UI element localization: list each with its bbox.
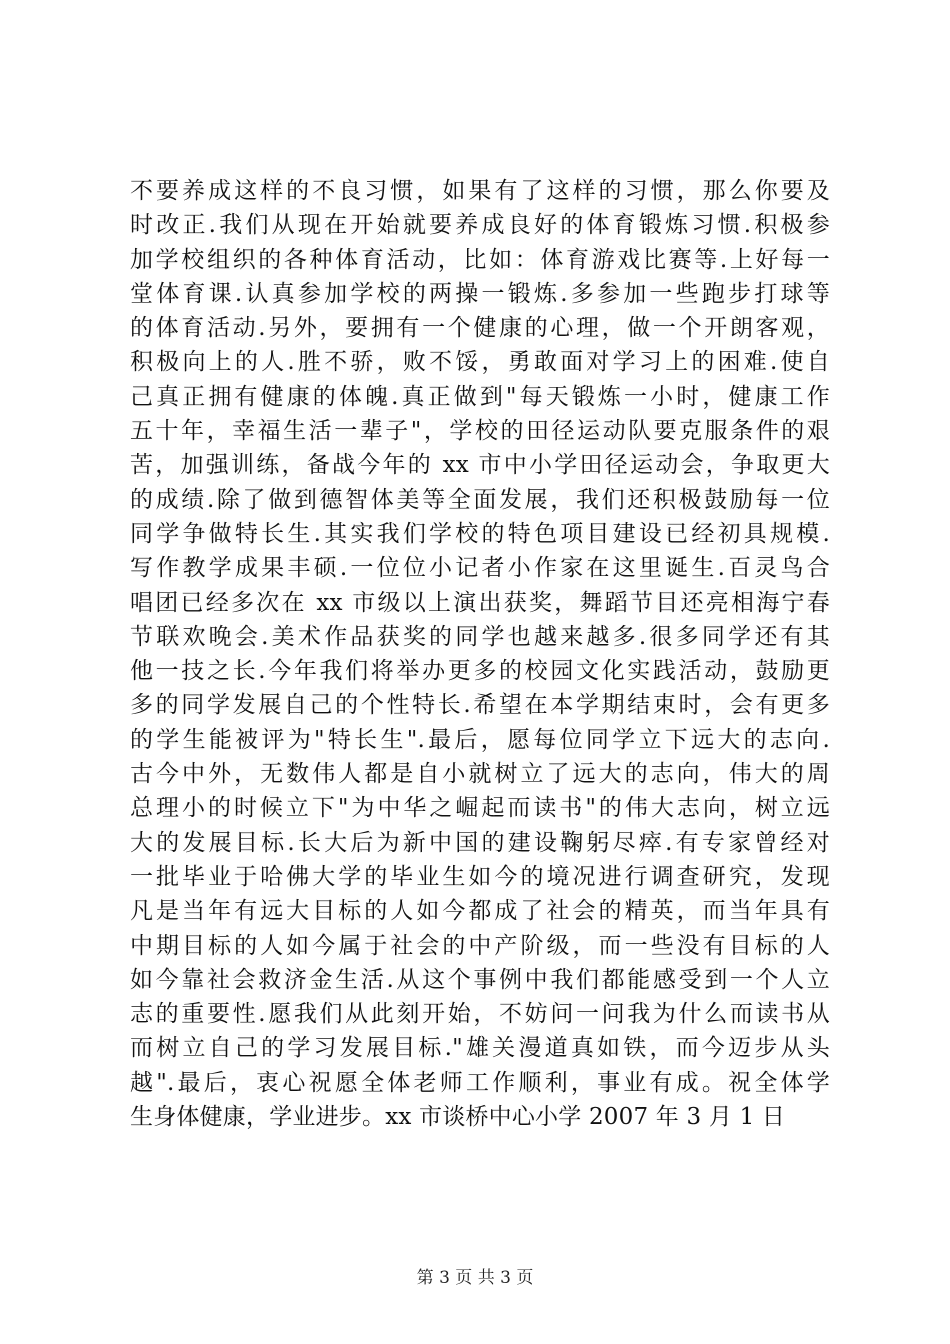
text-line: 同学争做特长生.其实我们学校的特色项目建设已经初具规模. [130, 520, 830, 547]
text-line: 的成绩.除了做到德智体美等全面发展，我们还积极鼓励每一位 [130, 486, 830, 513]
text-line: 越".最后，衷心祝愿全体老师工作顺利，事业有成。祝全体学 [130, 1069, 830, 1096]
text-line: 写作教学成果丰硕.一位位小记者小作家在这里诞生.百灵鸟合 [130, 555, 830, 582]
text-line: 他一技之长.今年我们将举办更多的校园文化实践活动，鼓励更 [130, 658, 830, 685]
text-line: 古今中外，无数伟人都是自小就树立了远大的志向，伟大的周 [130, 761, 830, 788]
text-line: 凡是当年有远大目标的人如今都成了社会的精英，而当年具有 [130, 898, 830, 925]
text-line: 积极向上的人.胜不骄，败不馁，勇敢面对学习上的困难.使自 [130, 349, 830, 376]
text-line: 不要养成这样的不良习惯，如果有了这样的习惯，那么你要及 [130, 178, 830, 204]
text-line: 五十年，幸福生活一辈子"，学校的田径运动队要克服条件的艰 [130, 418, 830, 445]
text-line: 而树立自己的学习发展目标."雄关漫道真如铁，而今迈步从头 [130, 1035, 830, 1062]
text-line: 大的发展目标.长大后为新中国的建设鞠躬尽瘁.有专家曾经对 [130, 829, 830, 856]
text-line: 唱团已经多次在 xx 市级以上演出获奖，舞蹈节目还亮相海宁春 [130, 589, 830, 616]
text-line: 志的重要性.愿我们从此刻开始，不妨问一问我为什么而读书从 [130, 1001, 830, 1028]
text-line: 的体育活动.另外，要拥有一个健康的心理，做一个开朗客观， [130, 315, 830, 342]
text-line: 加学校组织的各种体育活动，比如：体育游戏比赛等.上好每一 [130, 246, 830, 273]
text-line: 己真正拥有健康的体魄.真正做到"每天锻炼一小时，健康工作 [130, 383, 830, 410]
text-line-last: 生身体健康，学业进步。xx 市谈桥中心小学 2007 年 3 月 1 日 [130, 1104, 786, 1131]
text-line: 如今靠社会救济金生活.从这个事例中我们都能感受到一个人立 [130, 966, 830, 993]
text-line: 总理小的时候立下"为中华之崛起而读书"的伟大志向，树立远 [130, 795, 830, 822]
body-text [130, 174, 830, 1134]
text-line: 多的同学发展自己的个性特长.希望在本学期结束时，会有更多 [130, 692, 830, 719]
page-footer: 第 3 页 共 3 页 [416, 1268, 534, 1288]
text-line: 苦，加强训练，备战今年的 xx 市中小学田径运动会，争取更大 [130, 452, 830, 479]
text-line: 堂体育课.认真参加学校的两操一锻炼.多参加一些跑步打球等 [130, 280, 830, 307]
text-line: 节联欢晚会.美术作品获奖的同学也越来越多.很多同学还有其 [130, 623, 830, 650]
text-line: 一批毕业于哈佛大学的毕业生如今的境况进行调查研究，发现 [130, 863, 830, 890]
text-line: 中期目标的人如今属于社会的中产阶级，而一些没有目标的人 [130, 932, 830, 959]
text-line: 的学生能被评为"特长生".最后，愿每位同学立下远大的志向. [130, 726, 830, 753]
text-line: 时改正.我们从现在开始就要养成良好的体育锻炼习惯.积极参 [130, 212, 830, 239]
